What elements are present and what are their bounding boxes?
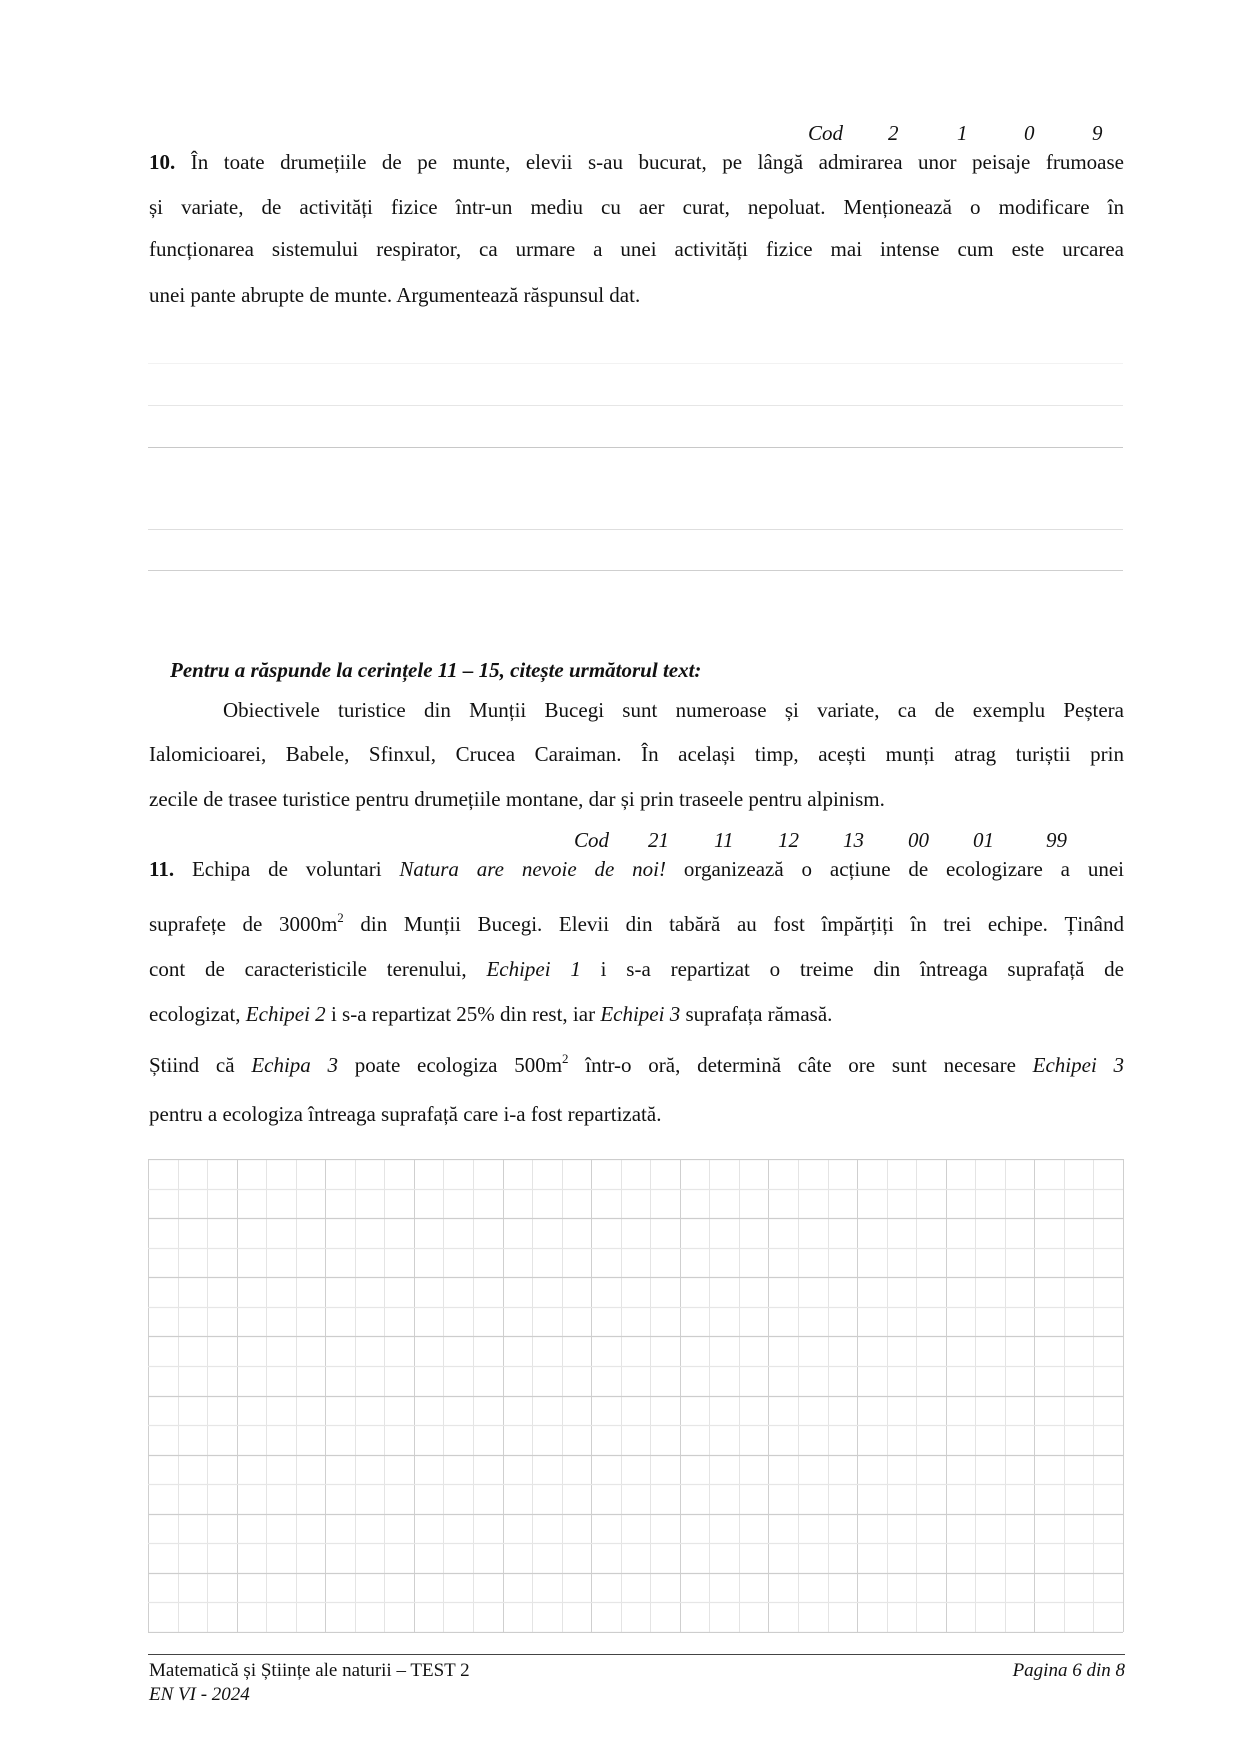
- text-line: [149, 1052, 1124, 1078]
- footer-exam: EN VI - 2024: [149, 1684, 250, 1705]
- footer-subject: Matematică și Științe ale naturii – TEST 2: [149, 1660, 470, 1681]
- text-segment: i s-a repartizat o treime din întreaga suprafață de: [580, 957, 1124, 981]
- text-segment: poate ecologiza 500m: [338, 1053, 563, 1077]
- answer-line: [148, 363, 1123, 364]
- code-value: 99: [1046, 828, 1067, 852]
- text-segment: Echipei 2: [245, 1002, 326, 1026]
- text-segment: pentru a ecologiza întreaga suprafață care i-a fost repartizată.: [149, 1102, 662, 1126]
- text-segment: Echipei 3: [1032, 1053, 1125, 1077]
- code-value: 13: [843, 828, 864, 852]
- code-value: 01: [973, 828, 994, 852]
- answer-line: [148, 529, 1123, 530]
- text-line: [149, 786, 1124, 812]
- text-segment: Echipei 3: [600, 1002, 681, 1026]
- text-line: [149, 856, 1124, 882]
- text-segment: Echipa de voluntari: [174, 857, 400, 881]
- text-segment: În toate drumețiile de pe munte, elevii s-au bucurat, pe lângă admirarea unor peisaje frumoase: [175, 150, 1124, 174]
- text-line: [149, 1001, 1124, 1027]
- text-segment: funcționarea sistemului respirator, ca urmare a unei activități fizice mai intense cum este urcarea: [149, 237, 1124, 261]
- superscript: 2: [337, 910, 344, 925]
- text-line: [149, 149, 1124, 175]
- code-value: 00: [908, 828, 929, 852]
- text-segment: cont de caracteristicile terenului,: [149, 957, 487, 981]
- code-value: 0: [1024, 121, 1035, 145]
- text-line: [149, 956, 1124, 982]
- text-line: [149, 741, 1124, 767]
- passage-heading: Pentru a răspunde la cerințele 11 – 15, citește următorul text:: [170, 658, 702, 682]
- code-label: Cod: [574, 828, 610, 852]
- text-line: [149, 194, 1124, 220]
- code-value: 11: [714, 828, 734, 852]
- answer-line: [148, 405, 1123, 406]
- text-segment: unei pante abrupte de munte. Argumentează răspunsul dat.: [149, 283, 641, 307]
- footer-divider: [148, 1654, 1125, 1655]
- code-value: 1: [957, 121, 968, 145]
- text-segment: din Munții Bucegi. Elevii din tabără au fost împărțiți în trei echipe. Ținând: [343, 912, 1124, 936]
- text-segment: i s-a repartizat 25% din rest, iar: [325, 1002, 601, 1026]
- answer-line: [148, 570, 1123, 571]
- text-segment: Obiectivele turistice din Munții Bucegi sunt numeroase și variate, ca de exemplu Peștera: [223, 698, 1124, 722]
- code-value: 21: [648, 828, 669, 852]
- answer-grid-question-11[interactable]: [148, 1159, 1124, 1633]
- text-segment: zecile de trasee turistice pentru drumețiile montane, dar și prin traseele pentru alpinism.: [149, 787, 885, 811]
- text-line: [149, 282, 1124, 308]
- code-value: 12: [778, 828, 799, 852]
- code-label: Cod: [808, 121, 844, 145]
- code-value: 2: [888, 121, 899, 145]
- text-segment: ecologizat,: [149, 1002, 246, 1026]
- text-segment: suprafețe de 3000m: [149, 912, 338, 936]
- text-segment: într-o oră, determină câte ore sunt necesare: [568, 1053, 1033, 1077]
- question-number: 10.: [149, 150, 176, 174]
- text-segment: organizează o acțiune de ecologizare a unei: [665, 857, 1124, 881]
- text-line: [149, 236, 1124, 262]
- text-line: [149, 911, 1124, 937]
- question-number: 11.: [149, 857, 175, 881]
- text-segment: Ialomicioarei, Babele, Sfinxul, Crucea Caraiman. În același timp, acești munți atrag turiștii prin: [149, 742, 1124, 766]
- text-segment: suprafața rămasă.: [680, 1002, 833, 1026]
- text-segment: și variate, de activități fizice într-un mediu cu aer curat, nepoluat. Menționează o modificare în: [149, 195, 1124, 219]
- superscript: 2: [562, 1051, 569, 1066]
- text-segment: Echipa 3: [251, 1053, 339, 1077]
- code-value: 9: [1092, 121, 1103, 145]
- text-segment: Natura are nevoie de noi!: [399, 857, 666, 881]
- text-segment: Știind că: [149, 1053, 252, 1077]
- text-line: [149, 1101, 1124, 1127]
- footer-page-number: Pagina 6 din 8: [1012, 1660, 1125, 1681]
- text-segment: Echipei 1: [486, 957, 581, 981]
- answer-line: [148, 447, 1123, 448]
- text-line: [223, 697, 1124, 723]
